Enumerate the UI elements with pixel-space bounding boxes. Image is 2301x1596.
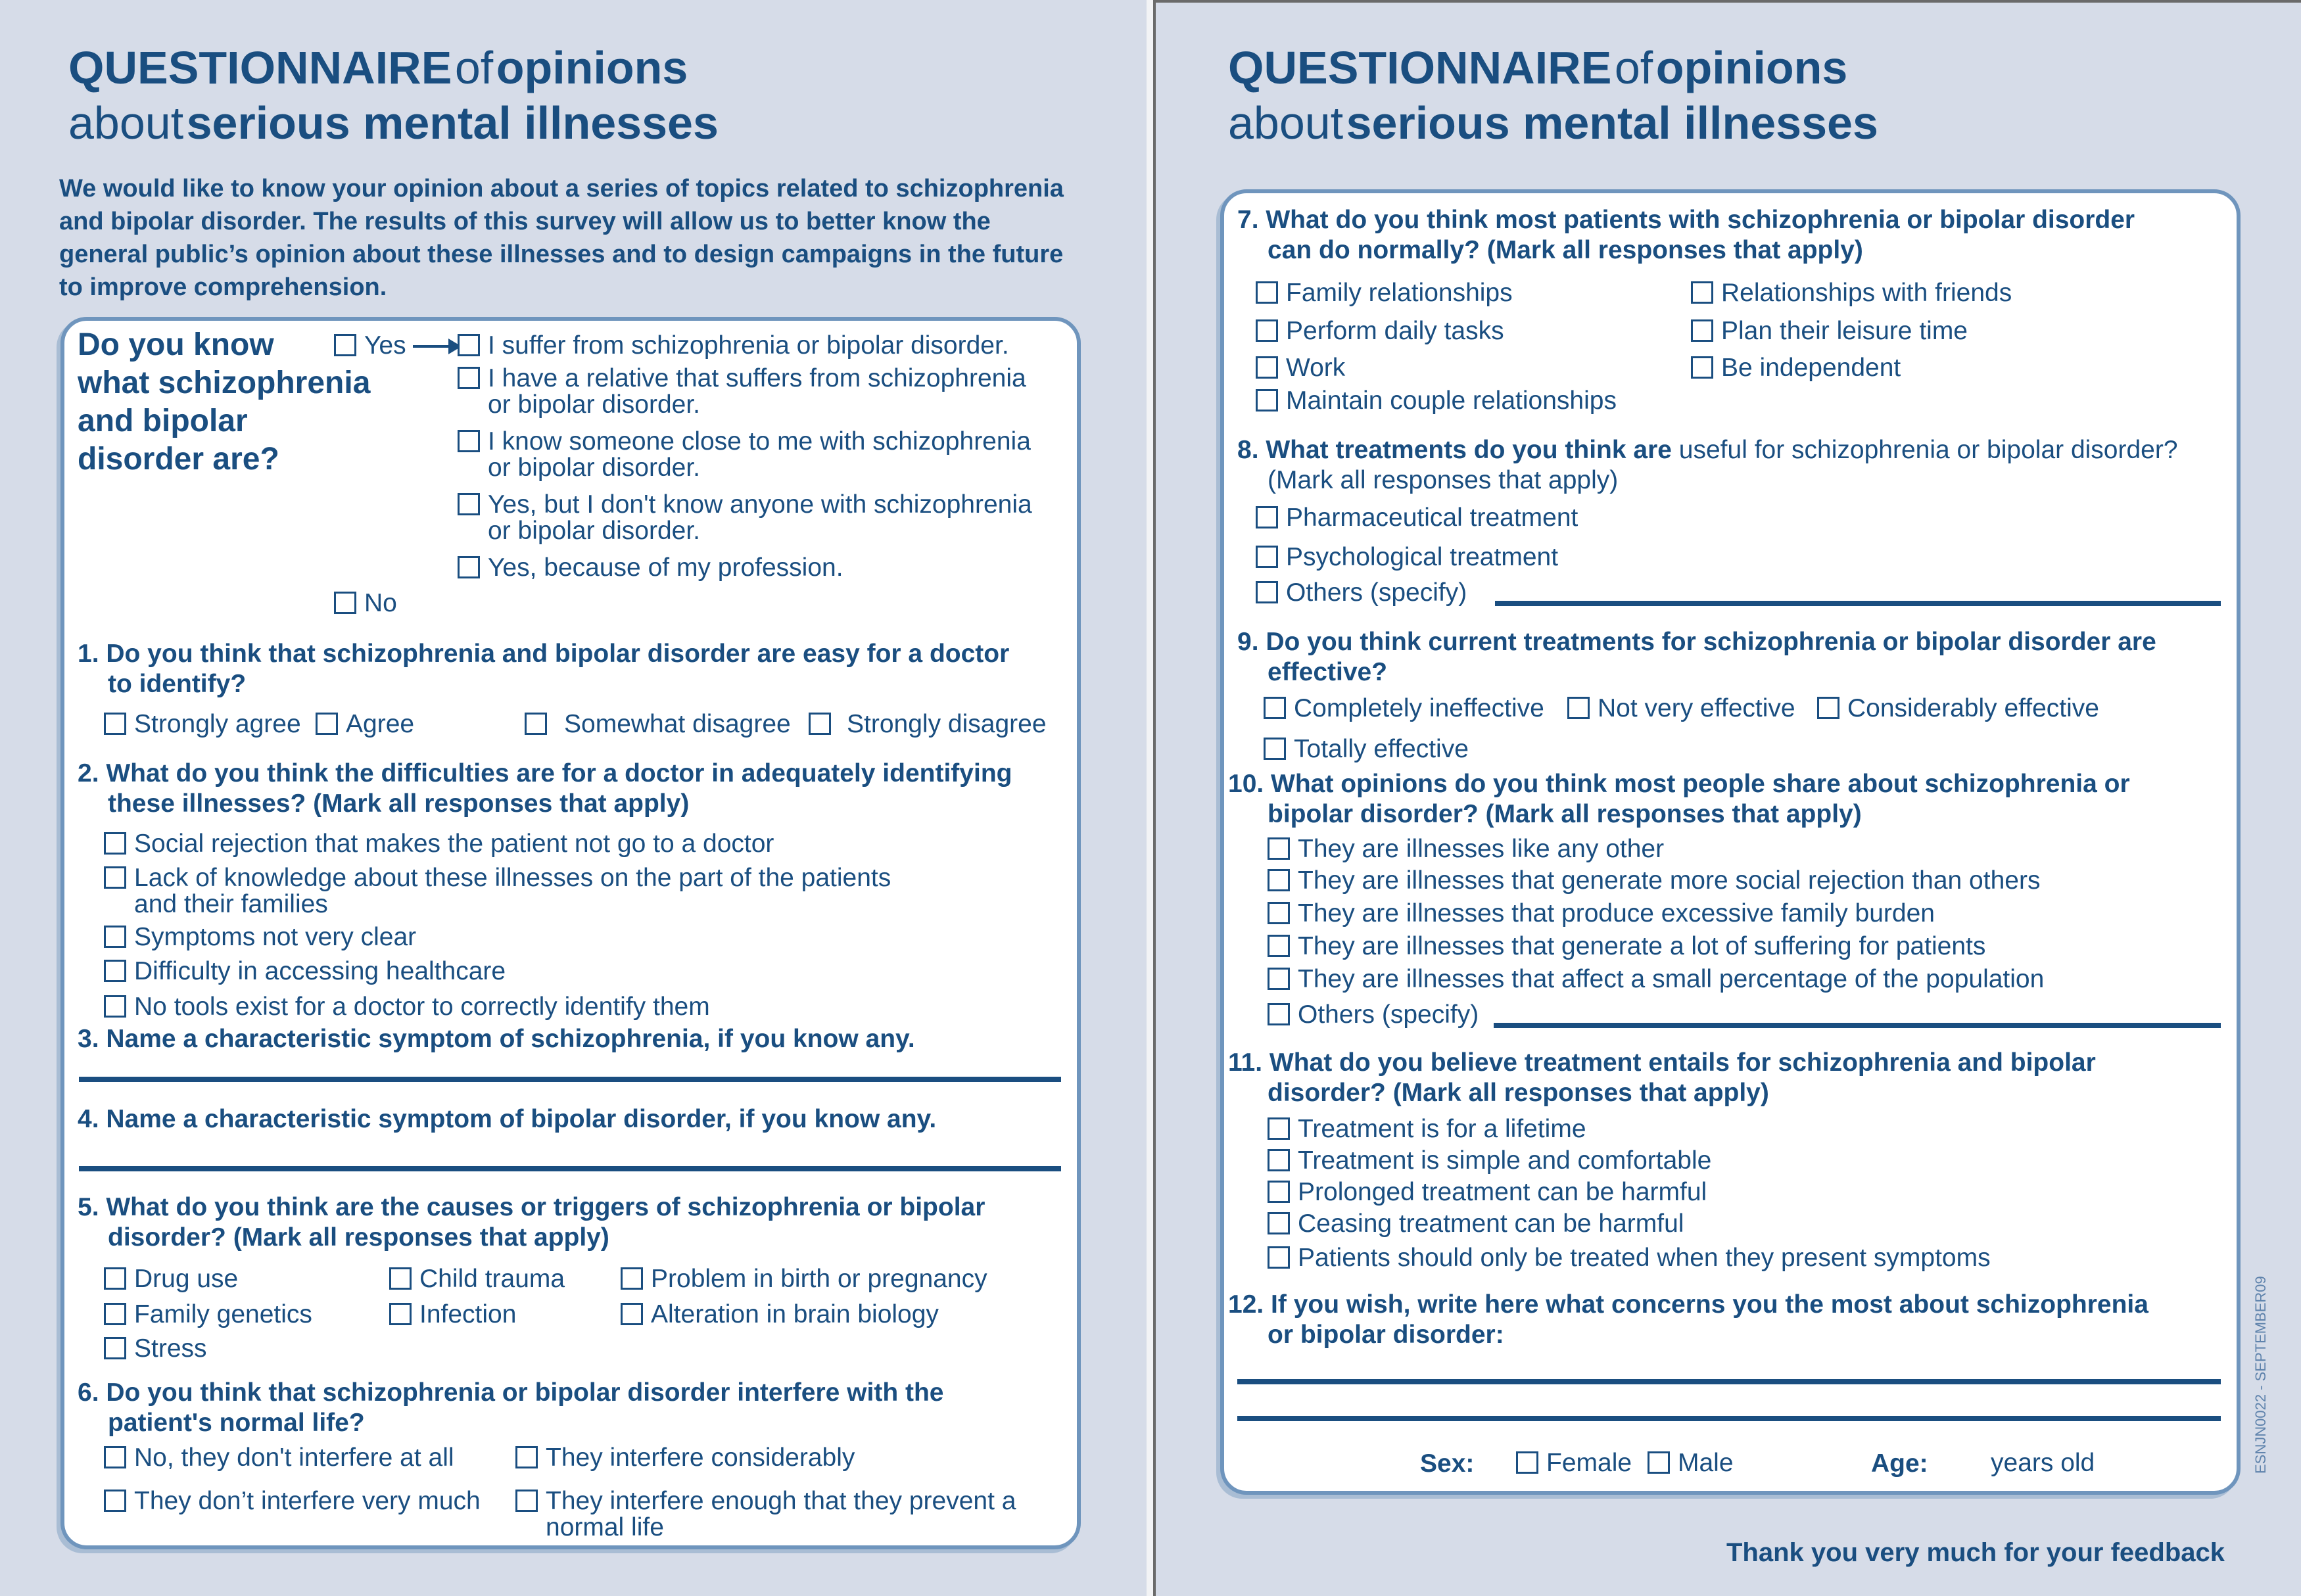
q9-line: 9. Do you think current treatments for schizophrenia or bipolar disorder are (1237, 628, 2156, 656)
q10-option-label: They are illnesses that affect a small percentage of the population (1298, 965, 2045, 993)
q7-option-label: Maintain couple relationships (1286, 387, 1617, 415)
checkbox[interactable] (458, 430, 480, 452)
q10-option[interactable] (1268, 866, 2040, 895)
q9-option[interactable] (1264, 735, 1469, 764)
checkbox[interactable] (1268, 1117, 1290, 1140)
q5-option[interactable] (104, 1300, 312, 1329)
q5-line: 5. What do you think are the causes or triggers of schizophrenia or bipolar (78, 1193, 985, 1221)
q8-option-label: Others (specify) (1286, 578, 1467, 607)
know-question (78, 326, 370, 479)
q9-option-label: Completely ineffective (1294, 694, 1544, 722)
q7-option[interactable] (1256, 354, 1345, 383)
q9-option[interactable] (1817, 694, 2099, 723)
checkbox[interactable] (104, 1490, 126, 1512)
female-label: Female (1546, 1449, 1632, 1477)
checkbox[interactable] (458, 493, 480, 515)
q5-option[interactable] (621, 1265, 987, 1294)
q5-option-label: Stress (134, 1334, 207, 1363)
q2-option[interactable] (104, 830, 774, 858)
know-question-line: what schizophrenia (78, 365, 371, 400)
q7-line: 7. What do you think most patients with schizophrenia or bipolar disorder (1237, 206, 2135, 234)
q6-line: patient's normal life? (108, 1409, 365, 1437)
checkbox[interactable] (515, 1446, 538, 1468)
know-option-label: or bipolar disorder. (488, 454, 701, 482)
q11-option[interactable] (1268, 1209, 1684, 1238)
q9-line: effective? (1268, 658, 1388, 686)
q7-option-label: Plan their leisure time (1721, 317, 1968, 345)
checkbox[interactable] (389, 1267, 412, 1290)
q5-option-label: Infection (419, 1300, 517, 1328)
q10-option[interactable] (1268, 932, 1985, 961)
q8-line: (Mark all responses that apply) (1268, 466, 1619, 494)
q2-option[interactable] (104, 923, 416, 952)
female-option[interactable] (1516, 1449, 1632, 1478)
checkbox[interactable] (1256, 506, 1278, 528)
checkbox[interactable] (104, 1337, 126, 1359)
male-checkbox[interactable] (1648, 1451, 1670, 1474)
q8-bold: 8. What treatments do you think are (1237, 436, 1672, 464)
thanks-message: Thank you very much for your feedback (1726, 1538, 2225, 1567)
no-checkbox[interactable] (334, 592, 356, 614)
q4-answer-line[interactable] (79, 1166, 1061, 1171)
q1-option-label: Strongly agree (134, 710, 301, 738)
q6-option-label: normal life (546, 1513, 664, 1541)
q2-option-label: and their families (134, 890, 328, 918)
checkbox[interactable] (104, 1267, 126, 1290)
q6-option[interactable] (515, 1443, 855, 1472)
q6-question (78, 1378, 944, 1438)
q5-option[interactable] (389, 1265, 565, 1294)
q2-line: 2. What do you think the difficulties are for a doctor in adequately identifying (78, 759, 1012, 787)
q8-option[interactable] (1256, 504, 1578, 532)
q6-option[interactable] (104, 1487, 481, 1516)
right-title-line2 (1228, 97, 1878, 149)
checkbox[interactable] (1268, 869, 1290, 891)
left-page (0, 0, 1147, 1596)
checkbox[interactable] (1264, 738, 1286, 760)
checkbox[interactable] (809, 713, 831, 735)
q9-option-label: Not very effective (1598, 694, 1795, 722)
checkbox[interactable] (1256, 281, 1278, 304)
q5-option-label: Drug use (134, 1265, 239, 1293)
q11-option-label: Prolonged treatment can be harmful (1298, 1178, 1707, 1206)
q6-line: 6. Do you think that schizophrenia or bipolar disorder interfere with the (78, 1378, 944, 1407)
q2-option-label: Symptoms not very clear (134, 923, 417, 951)
checkbox[interactable] (1268, 935, 1290, 957)
q1-option[interactable] (316, 710, 414, 739)
checkbox[interactable] (316, 713, 338, 735)
q7-question (1237, 205, 2135, 266)
know-question-line: disorder are? (78, 442, 279, 477)
know-no-option[interactable] (334, 589, 397, 618)
checkbox[interactable] (1256, 319, 1278, 342)
q9-option[interactable] (1567, 694, 1795, 723)
q7-option-label: Perform daily tasks (1286, 317, 1504, 345)
checkbox[interactable] (1567, 697, 1590, 719)
q5-option[interactable] (104, 1334, 207, 1363)
q5-option-label: Alteration in brain biology (651, 1300, 939, 1328)
q7-option-label: Be independent (1721, 354, 1901, 382)
q11-line: 11. What do you believe treatment entails for schizophrenia and bipolar (1228, 1048, 2096, 1077)
q9-option-label: Totally effective (1294, 735, 1469, 763)
male-label: Male (1678, 1449, 1734, 1477)
know-option-label: I suffer from schizophrenia or bipolar disorder. (488, 331, 1009, 360)
q11-option[interactable] (1268, 1115, 1586, 1144)
know-option-label: Yes, because of my profession. (488, 553, 843, 582)
know-option[interactable] (458, 427, 1031, 482)
q11-option[interactable] (1268, 1146, 1711, 1175)
q9-question (1237, 627, 2156, 688)
q10-option-label: They are illnesses that generate more social rejection than others (1298, 866, 2041, 895)
checkbox[interactable] (1268, 1181, 1290, 1203)
q11-option-label: Patients should only be treated when they present symptoms (1298, 1244, 1991, 1272)
q1-line: to identify? (108, 670, 247, 698)
know-option[interactable] (458, 331, 1009, 360)
q12-line: 12. If you wish, write here what concerns you the most about schizophrenia (1228, 1290, 2148, 1319)
q7-option[interactable] (1691, 279, 2012, 308)
q10-option-label: Others (specify) (1298, 1000, 1479, 1029)
left-title-line1 (68, 42, 688, 93)
checkbox[interactable] (104, 1446, 126, 1468)
checkbox[interactable] (458, 367, 480, 389)
q10-option[interactable] (1268, 899, 1935, 928)
q8-option-label: Psychological treatment (1286, 543, 1559, 571)
q10-option[interactable] (1268, 965, 2044, 994)
q3-question: 3. Name a characteristic symptom of schizophrenia, if you know any. (78, 1025, 915, 1053)
q2-option-label: Lack of knowledge about these illnesses on the part of the patients (134, 864, 891, 892)
q11-option-label: Treatment is simple and comfortable (1298, 1146, 1712, 1175)
arrow-right-icon (413, 337, 463, 356)
q8-question (1237, 435, 2178, 496)
q7-option-label: Family relationships (1286, 279, 1513, 307)
q2-option-label: Difficulty in accessing healthcare (134, 957, 506, 985)
title-word: QUESTIONNAIRE (68, 42, 452, 93)
q2-option[interactable] (104, 993, 710, 1021)
q2-question (78, 759, 1012, 819)
q7-option[interactable] (1691, 317, 1968, 346)
intro-text: We would like to know your opinion about a series of topics related to schizophrenia and bipolar disorder. The results of this survey will allow us to better know the general public’s opinion about these illnesses and to design campaigns in the future to improve comprehension. (59, 175, 1064, 301)
q6-option-label: They don’t interfere very much (134, 1487, 481, 1515)
q7-option-label: Work (1286, 354, 1346, 382)
q9-option[interactable] (1264, 694, 1544, 723)
title-word: QUESTIONNAIRE (1228, 42, 1612, 93)
q6-option[interactable] (515, 1487, 1016, 1542)
checkbox[interactable] (104, 926, 126, 948)
q6-option-label: They interfere considerably (546, 1443, 855, 1472)
q12-question (1228, 1290, 2148, 1350)
sex-label: Sex: (1420, 1449, 1475, 1478)
q1-option[interactable] (525, 710, 791, 739)
title-about: about (68, 97, 184, 149)
know-option-label: or bipolar disorder. (488, 390, 701, 419)
right-title-line1 (1228, 42, 1848, 93)
q10-option[interactable] (1268, 835, 1664, 864)
questionnaire-box-left (60, 317, 1081, 1549)
q11-line: disorder? (Mark all responses that apply) (1268, 1079, 1769, 1107)
title-rest: serious mental illnesses (186, 97, 719, 149)
q5-line: disorder? (Mark all responses that apply) (108, 1223, 609, 1252)
q4-question: 4. Name a characteristic symptom of bipolar disorder, if you know any. (78, 1105, 937, 1133)
know-question-line: Do you know (78, 327, 274, 362)
q5-option-label: Child trauma (419, 1265, 565, 1293)
checkbox[interactable] (1268, 1003, 1290, 1025)
checkbox[interactable] (104, 713, 126, 735)
know-option-label: or bipolar disorder. (488, 517, 701, 545)
q7-option[interactable] (1256, 279, 1513, 308)
q7-option[interactable] (1256, 317, 1504, 346)
q10-question (1228, 769, 2130, 830)
know-option[interactable] (458, 553, 843, 582)
female-checkbox[interactable] (1516, 1451, 1538, 1474)
q8-option-label: Pharmaceutical treatment (1286, 504, 1578, 532)
q1-question (78, 639, 1009, 699)
q10-option-label: They are illnesses like any other (1298, 835, 1665, 863)
left-title-line2 (68, 97, 719, 149)
q11-option[interactable] (1268, 1178, 1707, 1207)
no-label: No (364, 589, 397, 617)
checkbox[interactable] (515, 1490, 538, 1512)
age-label: Age: (1871, 1449, 1928, 1478)
q2-line: these illnesses? (Mark all responses that apply) (108, 789, 690, 818)
years-old-label: years old (1991, 1449, 2095, 1477)
q5-option-label: Problem in birth or pregnancy (651, 1265, 987, 1293)
q5-question (78, 1192, 985, 1253)
checkbox[interactable] (1264, 697, 1286, 719)
page-gutter (1147, 0, 1153, 1596)
q12-answer-line[interactable] (1237, 1379, 2221, 1384)
checkbox[interactable] (104, 866, 126, 889)
know-option[interactable] (458, 490, 1032, 546)
q1-option-label: Somewhat disagree (564, 710, 791, 738)
document-code: ESNJN0022 - SEPTEMBER09 (2252, 1276, 2269, 1474)
q2-option-label: No tools exist for a doctor to correctly identify them (134, 993, 710, 1021)
checkbox[interactable] (104, 1303, 126, 1325)
q10-option-label: They are illnesses that produce excessive family burden (1298, 899, 1935, 927)
q1-line: 1. Do you think that schizophrenia and bipolar disorder are easy for a doctor (78, 640, 1010, 668)
title-about: about (1228, 97, 1344, 149)
q7-option-label: Relationships with friends (1721, 279, 2012, 307)
q11-question (1228, 1048, 2096, 1108)
yes-label: Yes (364, 331, 406, 360)
know-yes-option[interactable] (334, 331, 406, 360)
q11-option[interactable] (1268, 1244, 1991, 1273)
checkbox[interactable] (104, 832, 126, 855)
q9-option-label: Considerably effective (1847, 694, 2099, 722)
questionnaire-box-right (1220, 189, 2241, 1495)
checkbox[interactable] (458, 556, 480, 578)
q2-option[interactable] (104, 864, 891, 919)
know-option-label: I have a relative that suffers from schizophrenia (488, 364, 1026, 392)
checkbox[interactable] (621, 1267, 643, 1290)
q10-line: 10. What opinions do you think most people share about schizophrenia or (1228, 770, 2130, 798)
q10-option[interactable] (1268, 1000, 1479, 1029)
checkbox[interactable] (1256, 546, 1278, 568)
checkbox[interactable] (1256, 389, 1278, 411)
checkbox[interactable] (1268, 837, 1290, 860)
male-option[interactable] (1648, 1449, 1734, 1478)
yes-checkbox[interactable] (334, 334, 356, 356)
q8-option[interactable] (1256, 578, 1467, 607)
q10-specify-line[interactable] (1494, 1023, 2221, 1028)
know-option-label: Yes, but I don't know anyone with schizophrenia (488, 490, 1032, 519)
q12-line: or bipolar disorder: (1268, 1321, 1504, 1349)
checkbox[interactable] (1256, 581, 1278, 603)
right-page (1153, 0, 2301, 1596)
q7-option[interactable] (1256, 387, 1617, 415)
checkbox[interactable] (1817, 697, 1839, 719)
q8-normal: useful for schizophrenia or bipolar disorder? (1678, 436, 2178, 464)
checkbox[interactable] (1256, 356, 1278, 379)
title-word: opinions (496, 42, 688, 93)
checkbox[interactable] (458, 334, 480, 356)
q1-option[interactable] (809, 710, 1047, 739)
title-word: opinions (1655, 42, 1848, 93)
q8-specify-line[interactable] (1495, 601, 2221, 606)
q11-option-label: Treatment is for a lifetime (1298, 1115, 1586, 1143)
checkbox[interactable] (1691, 319, 1713, 342)
q5-option[interactable] (104, 1265, 238, 1294)
checkbox[interactable] (389, 1303, 412, 1325)
checkbox[interactable] (104, 995, 126, 1018)
checkbox[interactable] (621, 1303, 643, 1325)
q5-option-label: Family genetics (134, 1300, 312, 1328)
q3-answer-line[interactable] (79, 1077, 1061, 1082)
q1-option-label: Strongly disagree (847, 710, 1047, 738)
checkbox[interactable] (1691, 281, 1713, 304)
checkbox[interactable] (1268, 902, 1290, 924)
q2-option[interactable] (104, 957, 506, 986)
q5-option[interactable] (389, 1300, 516, 1329)
q10-line: bipolar disorder? (Mark all responses that apply) (1268, 800, 1862, 828)
checkbox[interactable] (525, 713, 547, 735)
q5-option[interactable] (621, 1300, 939, 1329)
title-of: of (1614, 42, 1653, 93)
q6-option-label: They interfere enough that they prevent a (546, 1487, 1016, 1515)
checkbox[interactable] (1268, 968, 1290, 990)
checkbox[interactable] (104, 960, 126, 982)
q10-option-label: They are illnesses that generate a lot of suffering for patients (1298, 932, 1986, 960)
title-rest: serious mental illnesses (1346, 97, 1878, 149)
checkbox[interactable] (1268, 1246, 1290, 1269)
know-option-label: I know someone close to me with schizophrenia (488, 427, 1031, 456)
q7-line: can do normally? (Mark all responses that apply) (1268, 236, 1863, 264)
q2-option-label: Social rejection that makes the patient not go to a doctor (134, 830, 774, 858)
q7-option[interactable] (1691, 354, 1901, 383)
q11-option-label: Ceasing treatment can be harmful (1298, 1209, 1684, 1238)
q6-option-label: No, they don't interfere at all (134, 1443, 454, 1472)
know-option[interactable] (458, 364, 1026, 419)
q1-option[interactable] (104, 710, 301, 739)
title-of: of (454, 42, 494, 93)
checkbox[interactable] (1268, 1212, 1290, 1234)
q6-option[interactable] (104, 1443, 454, 1472)
know-question-line: and bipolar (78, 404, 248, 438)
q8-option[interactable] (1256, 543, 1558, 572)
q12-answer-line[interactable] (1237, 1416, 2221, 1421)
q1-option-label: Agree (346, 710, 415, 738)
checkbox[interactable] (1691, 356, 1713, 379)
checkbox[interactable] (1268, 1149, 1290, 1171)
